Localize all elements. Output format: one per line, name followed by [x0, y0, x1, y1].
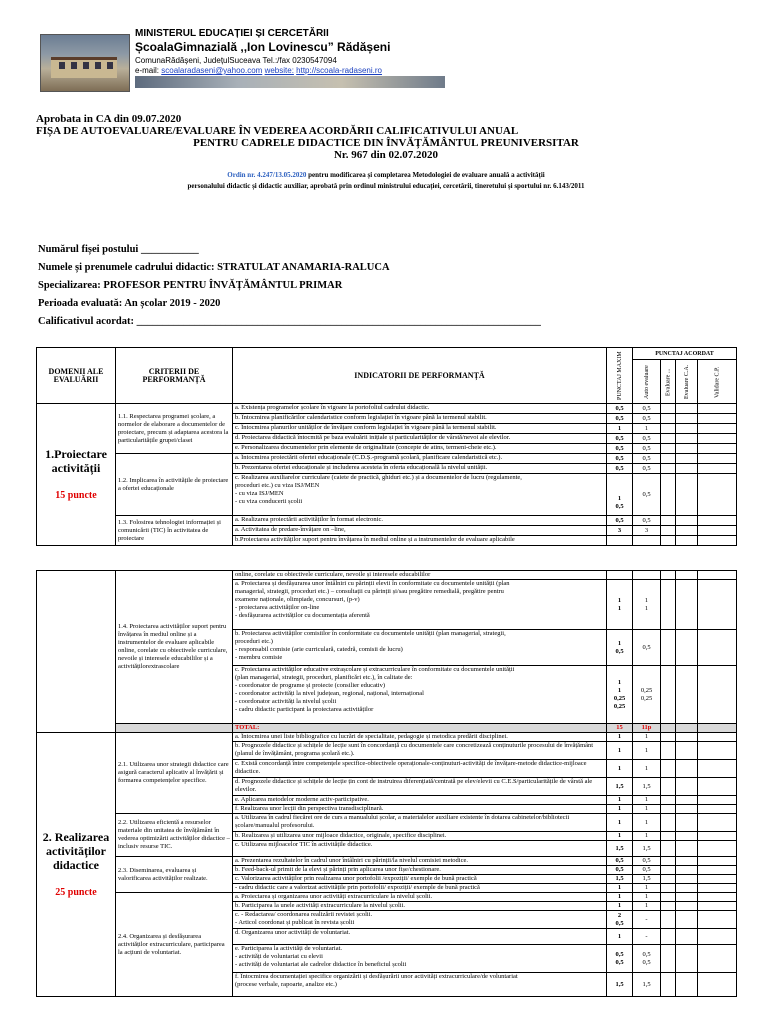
indicator-text: a. Întocmirea proiectării ofertei educaționale (C.D.Ș.-programă școlară, planificare calendaristică etc.). — [233, 454, 607, 464]
ca-cell — [676, 866, 698, 875]
cp-cell — [698, 760, 737, 778]
header-eval: Evaluare ... — [661, 360, 676, 404]
max-cell: 2 0,5 — [607, 911, 633, 929]
max-cell: 1 — [607, 893, 633, 902]
indicator-text: c. Valorizarea activităților prin realizarea unor portofolii /expoziții/ exemple de bună practică — [233, 875, 607, 884]
ca-cell — [676, 571, 698, 580]
indicator-text: a. Proiectarea și organizarea unor activități extracurriculare la nivelul școlii. — [233, 893, 607, 902]
indicator-text: b. Prezentarea ofertei educaționale și includerea acesteia în oferta educațională la nivelul unității. — [233, 464, 607, 474]
auto-cell[interactable]: 1 — [633, 884, 661, 893]
eval-cell — [661, 760, 676, 778]
cp-cell — [698, 893, 737, 902]
max-cell: 1 — [607, 742, 633, 760]
ca-cell — [676, 911, 698, 929]
auto-cell[interactable]: 1,5 — [633, 875, 661, 884]
max-cell: 1,5 — [607, 875, 633, 884]
auto-cell[interactable]: 0,5 — [633, 516, 661, 526]
indicator-row — [37, 571, 737, 580]
cp-cell — [698, 464, 737, 474]
eval-cell — [661, 945, 676, 973]
criterion-2-4: 2.4. Organizarea și desfășurarea activităților extracurriculare, participarea la acțiuni de voluntariat. — [116, 893, 233, 997]
ca-cell — [676, 857, 698, 866]
eval-cell — [661, 724, 676, 733]
total-max: 15 — [607, 724, 633, 733]
cp-cell — [698, 474, 737, 516]
criterion-2-1: 2.1. Utilizarea unor strategii didactice care asigură caracterul aplicativ al învățării și formarea competențelor specifice. — [116, 733, 233, 814]
indicator-text: a. Întocmirea unei liste bibliografice cu lucrări de specialitate, pedagogie și metodica predării disciplinei. — [233, 733, 607, 742]
max-cell: 1 — [607, 814, 633, 832]
indicator-text: a. Activitatea de predare-învățare on –line, — [233, 526, 607, 536]
auto-cell[interactable]: 1 — [633, 733, 661, 742]
header-cp: Validare C.P. — [698, 360, 737, 404]
cp-cell — [698, 841, 737, 857]
specialization: PROFESOR PENTRU ÎNVĂȚĂMÂNTUL PRIMAR — [103, 280, 343, 291]
ca-cell — [676, 805, 698, 814]
website-label: website: — [264, 66, 294, 75]
letterhead-banner — [135, 76, 445, 88]
eval-cell — [661, 893, 676, 902]
contact-line: e-mail: scoalaradaseni@yahoo.com website: http://scoala-radaseni.ro — [135, 66, 382, 75]
indicator-row — [37, 893, 737, 902]
max-cell: 1 0,5 — [607, 474, 633, 516]
eval-cell — [661, 884, 676, 893]
eval-cell — [661, 778, 676, 796]
letterhead — [40, 28, 410, 90]
auto-cell[interactable]: 0,5 — [633, 464, 661, 474]
cp-cell — [698, 666, 737, 724]
eval-cell — [661, 516, 676, 526]
ca-cell — [676, 724, 698, 733]
header-max: PUNCTAJ MAXIM — [607, 348, 633, 404]
cp-cell — [698, 404, 737, 414]
eval-cell — [661, 911, 676, 929]
cp-cell — [698, 526, 737, 536]
cp-cell — [698, 571, 737, 580]
max-cell: 1 — [607, 884, 633, 893]
auto-cell[interactable]: 1 — [633, 742, 661, 760]
header-criteria: CRITERII DE PERFORMANȚĂ — [116, 348, 233, 404]
eval-cell — [661, 630, 676, 666]
ministry-name: MINISTERUL EDUCAȚIEI ȘI CERCETĂRII — [135, 28, 329, 39]
auto-cell[interactable]: 1 — [633, 893, 661, 902]
domain-name: 1.Proiectare activității — [45, 446, 107, 475]
max-cell: 3 — [607, 526, 633, 536]
auto-cell[interactable]: 0,5 0,5 — [633, 945, 661, 973]
domain-2 — [37, 733, 116, 997]
max-cell — [607, 571, 633, 580]
indicator-row — [37, 857, 737, 866]
max-cell: 0,5 — [607, 464, 633, 474]
eval-cell — [661, 973, 676, 997]
eval-cell — [661, 733, 676, 742]
indicator-row — [37, 814, 737, 832]
email-link[interactable]: scoalaradaseni@yahoo.com — [161, 66, 263, 75]
max-cell: 1 — [607, 760, 633, 778]
indicator-text: e. Personalizarea documentelor prin elemente de originalitate (concepte de atins, termeni-cheie etc.). — [233, 444, 607, 454]
ca-cell — [676, 796, 698, 805]
auto-cell[interactable]: 1 — [633, 760, 661, 778]
ca-cell — [676, 832, 698, 841]
max-cell: 0,5 — [607, 434, 633, 444]
ca-cell — [676, 973, 698, 997]
max-cell: 1,5 — [607, 841, 633, 857]
max-cell: 0,5 — [607, 404, 633, 414]
indicator-text: a. Proiectarea și desfășurarea unor întâlniri cu părinții elevii în conformitate cu documentele unității (plan managerial, strategii, proceduri etc.) – consultații cu părinții și/sau pregătire remedială, pregătire pentru examene naționale, olimpiade, concursuri, (p-v) - proiectarea activităților on-line - desfășurarea activităților cu documentația aferentă — [233, 580, 607, 630]
ca-cell — [676, 464, 698, 474]
domain-1-cont — [37, 571, 116, 733]
cp-cell — [698, 414, 737, 424]
ca-cell — [676, 414, 698, 424]
indicator-text: online, corelate cu obiectivele curriculare, nevoile și interesele educabililor — [233, 571, 607, 580]
title-line-1: FIȘA DE AUTOEVALUARE/EVALUARE ÎN VEDEREA ACORDĂRII CALIFICATIVULUI ANUAL — [36, 125, 519, 137]
evaluation-table-part2 — [36, 570, 737, 997]
indicator-text: b. Proiectarea activităților comisiilor în conformitate cu documentele unității (plan managerial, strategii, proceduri etc.) - responsabil comisie (arie curriculară, catedră, comisii de lucru) - membru comisie — [233, 630, 607, 666]
eval-cell — [661, 875, 676, 884]
teacher-name: STRATULAT ANAMARIA-RALUCA — [217, 262, 390, 273]
criterion-1-2: 1.2. Implicarea în activitățile de proiectare a ofertei educaționale — [116, 454, 233, 516]
header-punctaj-acordat: PUNCTAJ ACORDAT — [633, 348, 737, 360]
indicator-text: f. Întocmirea documentației specifice organizării și desfășurării unor activități extracurriculare/de voluntariat (procese verbale, rapoarte, analize etc.) — [233, 973, 607, 997]
cp-cell — [698, 778, 737, 796]
indicator-text: e. Aplicarea metodelor moderne activ-participative. — [233, 796, 607, 805]
cp-cell — [698, 945, 737, 973]
ca-cell — [676, 742, 698, 760]
max-cell: 1,5 — [607, 973, 633, 997]
cp-cell — [698, 832, 737, 841]
auto-cell[interactable]: 1 — [633, 424, 661, 434]
eval-cell — [661, 474, 676, 516]
document-number: Nr. 967 din 02.07.2020 — [333, 149, 439, 161]
total-auto: 11p — [633, 724, 661, 733]
eval-cell — [661, 832, 676, 841]
ca-cell — [676, 841, 698, 857]
teacher-name-row: Numele și prenumele cadrului didactic: STRATULAT ANAMARIA-RALUCA — [38, 262, 390, 273]
auto-cell[interactable]: - — [633, 929, 661, 945]
cp-cell — [698, 805, 737, 814]
indicator-text: d. Organizarea unor activități de voluntariat. — [233, 929, 607, 945]
eval-cell — [661, 902, 676, 911]
criterion-2-2: 2.2. Utilizarea eficientă a resurselor materiale din unitatea de învățământ în vederea optimizării activităților didactice – inclusiv resurse TIC. — [116, 814, 233, 857]
indicator-text: a. Realizarea proiectării activităților în format electronic. — [233, 516, 607, 526]
max-cell: 1,5 — [607, 778, 633, 796]
auto-cell[interactable]: 0,5 — [633, 866, 661, 875]
indicator-text: b. Participarea la unele activități extracurriculare la nivelul școlii. — [233, 902, 607, 911]
max-cell: 1 — [607, 424, 633, 434]
school-logo — [40, 34, 130, 92]
auto-cell[interactable] — [633, 536, 661, 546]
total-blank — [116, 724, 233, 733]
indicator-row — [37, 454, 737, 464]
criterion-1-1: 1.1. Respectarea programei școlare, a normelor de elaborare a documentelor de proiectare, precum și adaptarea acestora la particularitățile grupei/clasei — [116, 404, 233, 454]
indicator-text: a. Prezentarea rezultatelor în cadrul unor întâlniri cu părinții/la nivelul comisiei metodice. — [233, 857, 607, 866]
ca-cell — [676, 884, 698, 893]
eval-cell — [661, 841, 676, 857]
header-ca: Evaluare C.A. — [676, 360, 698, 404]
indicator-text: b. Întocmirea planificărilor calendaristice conform legislației în vigoare până la termenul stabilit. — [233, 414, 607, 424]
ca-cell — [676, 454, 698, 464]
letterhead-text — [135, 28, 390, 75]
indicator-text: d. Proiectarea didactică întocmită pe baza evaluării inițiale și particularităților de vârstă/nevoi ale elevilor. — [233, 434, 607, 444]
indicator-text: d. Prognozele didactice și schițele de lecție țin cont de instruirea diferențiată/centrată pe elev/elevii cu C.E.S/particularitățile de vârstă ale elevilor. — [233, 778, 607, 796]
cp-cell — [698, 536, 737, 546]
indicator-text: c. Întocmirea planurilor unităților de învățare conform legislației în vigoare până la termenul stabilit. — [233, 424, 607, 434]
indicator-row — [37, 516, 737, 526]
fisa-number: Numărul fișei postului ___________ — [38, 244, 199, 255]
cp-cell — [698, 733, 737, 742]
auto-cell[interactable]: 3 — [633, 526, 661, 536]
max-cell: 1 — [607, 929, 633, 945]
max-cell: 1 1 — [607, 580, 633, 630]
cp-cell — [698, 866, 737, 875]
max-cell: 1 0,5 — [607, 630, 633, 666]
total-row — [37, 724, 737, 733]
cp-cell — [698, 580, 737, 630]
criterion-2-3: 2.3. Diseminarea, evaluarea și valorificarea activităților realizate. — [116, 857, 233, 893]
max-cell: 1 1 0,25 0,25 — [607, 666, 633, 724]
indicator-text: c. - Redactarea/ coordonarea realizării revistei școlii. - Articol coordonat și publicat în revista școlii — [233, 911, 607, 929]
eval-cell — [661, 424, 676, 434]
auto-cell[interactable]: 1,5 — [633, 973, 661, 997]
indicator-text: b. Prognozele didactice și schițele de lecție sunt în concordanță cu documentele care concretizează conținuturile procesului de învățământ (planul de învățământ, programa școlară etc.). — [233, 742, 607, 760]
school-address: ComunaRădășeni, JudețulSuceava Tel.:/fax 0230547094 — [135, 56, 337, 65]
max-cell — [607, 536, 633, 546]
max-cell: 0,5 — [607, 414, 633, 424]
domain-name: 2. Realizarea activităților didactice — [42, 829, 110, 872]
eval-cell — [661, 814, 676, 832]
header-auto: Auto evaluare — [633, 360, 661, 404]
eval-cell — [661, 454, 676, 464]
period: An școlar 2019 - 2020 — [124, 298, 221, 309]
eval-cell — [661, 866, 676, 875]
cp-cell — [698, 454, 737, 464]
ca-cell — [676, 893, 698, 902]
website-link[interactable]: http://scoala-radaseni.ro — [296, 66, 382, 75]
eval-cell — [661, 536, 676, 546]
ca-cell — [676, 945, 698, 973]
auto-cell[interactable]: 0,5 — [633, 444, 661, 454]
auto-cell[interactable]: 1 — [633, 832, 661, 841]
cp-cell — [698, 911, 737, 929]
cp-cell — [698, 630, 737, 666]
calificativ-row: Calificativul acordat: _____________________________________________________________________________ — [38, 316, 541, 327]
auto-cell[interactable]: 0,5 — [633, 454, 661, 464]
ca-cell — [676, 424, 698, 434]
max-cell: 0,5 — [607, 444, 633, 454]
max-cell: 1 — [607, 832, 633, 841]
domain-points: 25 puncte — [55, 886, 97, 898]
auto-cell[interactable]: 0,5 — [633, 630, 661, 666]
max-cell: 1 — [607, 805, 633, 814]
cp-cell — [698, 884, 737, 893]
indicator-text: a. Existența programelor școlare în vigoare la portofoliul cadrului didactic. — [233, 404, 607, 414]
ca-cell — [676, 929, 698, 945]
period-row: Perioada evaluată: An școlar 2019 - 2020 — [38, 298, 221, 309]
cp-cell — [698, 973, 737, 997]
max-cell: 0,5 — [607, 857, 633, 866]
indicator-text: f. Realizarea unor lecții din perspectiva transdisciplinară. — [233, 805, 607, 814]
indicator-text: b. Feed-back-ul primit de la elevi și părinți prin aplicarea unor fișe/chestionare. — [233, 866, 607, 875]
eval-cell — [661, 857, 676, 866]
max-cell: 0,5 0,5 — [607, 945, 633, 973]
cp-cell — [698, 516, 737, 526]
approval-line: Aprobata in CA din 09.07.2020 — [36, 113, 182, 125]
cp-cell — [698, 929, 737, 945]
auto-cell[interactable]: 1,5 — [633, 778, 661, 796]
auto-cell[interactable]: 1 1 — [633, 580, 661, 630]
specialization-row: Specializarea: PROFESOR PENTRU ÎNVĂȚĂMÂNTUL PRIMAR — [38, 280, 343, 291]
teacher-info — [38, 241, 541, 331]
criterion-1-4: 1.4. Proiectarea activităților suport pentru învățarea în mediul online și a instrumentelor de evaluare aplicabile online, corelate cu obiectivele curriculare, nevoile și interesele educabililor și a activitățilorextrascolare — [116, 571, 233, 724]
indicator-text: e. Participarea la activități de voluntariat. - activități de voluntariat cu elevii - activități de voluntariat ale cadrelor didactice în beneficiul școlii — [233, 945, 607, 973]
eval-cell — [661, 434, 676, 444]
title-line-2: PENTRU CADRELE DIDACTICE DIN ÎNVĂȚĂMÂNTUL PREUNIVERSITAR — [193, 137, 579, 149]
ca-cell — [676, 875, 698, 884]
eval-cell — [661, 414, 676, 424]
evaluation-table-part1 — [36, 347, 737, 546]
criterion-1-3: 1.3. Folosirea tehnologiei informației și comunicării (TIC) în activitatea de proiectare — [116, 516, 233, 546]
ordin-reference: Ordin nr. 4.247/13.05.2020 pentru modificarea și completarea Metodologiei de evaluare anuală a activității personalului didactic și didactic auxiliar, aprobată prin ordinul ministrului educației, cercetării, tineretului și sportului nr. 6.143/2011 — [187, 171, 585, 190]
auto-cell[interactable]: 1,5 — [633, 841, 661, 857]
max-cell: 0,5 — [607, 454, 633, 464]
cp-cell — [698, 742, 737, 760]
indicator-row — [37, 733, 737, 742]
ca-cell — [676, 536, 698, 546]
indicator-text: c. Realizarea auxiliarelor curriculare (caiete de practică, ghiduri etc.) și a documentelor de lucru (regulamente, proceduri etc.) cu viza ISJ/MEN - cu viza ISJ/MEN - cu viza conducerii școlii — [233, 474, 607, 516]
auto-cell[interactable]: 0,5 — [633, 434, 661, 444]
indicator-text: c. Există concordanță între competențele specifice-obiectivele operaționale-conținuturi-activități de învățare-metode didactice-mijloace didactice. — [233, 760, 607, 778]
domain-1 — [37, 404, 116, 546]
header-domains: DOMENII ALE EVALUĂRII — [37, 348, 116, 404]
ca-cell — [676, 666, 698, 724]
ca-cell — [676, 404, 698, 414]
total-label: TOTAL: — [233, 724, 607, 733]
auto-cell[interactable]: 0,5 — [633, 404, 661, 414]
cp-cell — [698, 814, 737, 832]
eval-cell — [661, 796, 676, 805]
ca-cell — [676, 526, 698, 536]
max-cell: 0,5 — [607, 866, 633, 875]
auto-cell[interactable]: 0,5 — [633, 414, 661, 424]
ca-cell — [676, 902, 698, 911]
eval-cell — [661, 526, 676, 536]
auto-cell — [633, 571, 661, 580]
cp-cell — [698, 444, 737, 454]
ca-cell — [676, 444, 698, 454]
ca-cell — [676, 474, 698, 516]
domain-points: 15 puncte — [55, 489, 97, 501]
indicator-text: c. Proiectarea activităților educative extrașcolare și extracurriculare în conformitate cu documentele unității (plan managerial, strategii, proceduri, planificări etc.), în calitate de: - coordonator de programe și proiecte (consilier educativ) - coordonator activități la nivel județean, regional, național, internațional - coordonator activități la nivelul școlii - cadru didactic participant la proiectarea activităților — [233, 666, 607, 724]
auto-cell[interactable]: 0,5 — [633, 857, 661, 866]
eval-cell — [661, 404, 676, 414]
cp-cell — [698, 796, 737, 805]
ca-cell — [676, 630, 698, 666]
eval-cell — [661, 444, 676, 454]
cp-cell — [698, 902, 737, 911]
auto-cell[interactable]: 0,25 0,25 — [633, 666, 661, 724]
auto-cell[interactable]: 1 — [633, 814, 661, 832]
max-cell: 1 — [607, 902, 633, 911]
auto-cell[interactable]: 1 — [633, 902, 661, 911]
auto-cell[interactable]: 1 — [633, 796, 661, 805]
cp-cell — [698, 875, 737, 884]
ca-cell — [676, 733, 698, 742]
auto-cell[interactable]: - — [633, 911, 661, 929]
school-name: ȘcoalaGimnazială ,,Ion Lovinescu” Rădășeni — [135, 40, 391, 54]
indicator-text: c. Utilizarea mijloacelor TIC în activitățile didactice. — [233, 841, 607, 857]
ordin-link[interactable]: Ordin nr. 4.247/13.05.2020 — [227, 171, 307, 179]
cp-cell — [698, 434, 737, 444]
eval-cell — [661, 580, 676, 630]
eval-cell — [661, 571, 676, 580]
ca-cell — [676, 580, 698, 630]
eval-cell — [661, 464, 676, 474]
eval-cell — [661, 742, 676, 760]
indicator-row — [37, 404, 737, 414]
indicator-text: - cadru didactic care a valorizat activitățile prin portofolii/ expoziții/ exemple de bună practică — [233, 884, 607, 893]
ca-cell — [676, 814, 698, 832]
indicator-text: b. Realizarea și utilizarea unor mijloace didactice, originale, specifice disciplinei. — [233, 832, 607, 841]
eval-cell — [661, 929, 676, 945]
auto-cell[interactable]: 1 — [633, 805, 661, 814]
cp-cell — [698, 424, 737, 434]
document-title — [36, 113, 736, 161]
ca-cell — [676, 760, 698, 778]
auto-cell[interactable]: 0,5 — [633, 474, 661, 516]
header-indicators: INDICATORII DE PERFORMANȚĂ — [233, 348, 607, 404]
ca-cell — [676, 434, 698, 444]
max-cell: 1 — [607, 796, 633, 805]
max-cell: 1 — [607, 733, 633, 742]
ca-cell — [676, 778, 698, 796]
ca-cell — [676, 516, 698, 526]
max-cell: 0,5 — [607, 516, 633, 526]
eval-cell — [661, 805, 676, 814]
eval-cell — [661, 666, 676, 724]
indicator-text: b.Proiectarea activităților suport pentru învățarea în mediul online și a instrumentelor de evaluare aplicabile — [233, 536, 607, 546]
indicator-text: a. Utilizarea în cadrul fiecărei ore de curs a manualului școlar, a materialelor auxiliare existente în dotarea cabinetelor/bibliotecii școlare/manualul profesorului. — [233, 814, 607, 832]
cp-cell — [698, 724, 737, 733]
cp-cell — [698, 857, 737, 866]
